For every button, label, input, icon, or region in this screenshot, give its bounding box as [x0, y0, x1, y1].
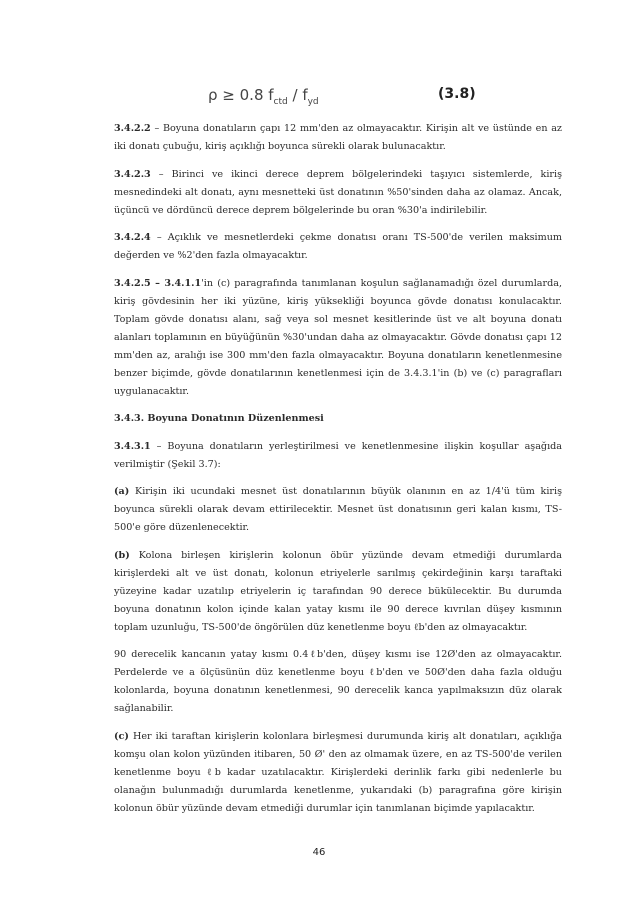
equation-expression: ρ ≥ 0.8 $f_{ctd} / f_{yd}$ [208, 86, 319, 107]
paragraph-3-4-2-5: 3.4.2.5 – 3.4.1.1'in (c) paragrafında tanımlanan koşulun sağlanamadığı özel durumlarda, kiriş gövdesinin her iki yüzüne, kiriş yüksekliği boyunca gövde donatısı konulacaktır. Toplam gövde donatısı alanı, sağ veya sol mesnet kesitlerinde üst ve alt boyuna donatı alanları toplamının en büyüğünün %30'undan daha az olmayacaktır. Gövde donatısı çapı 12 mm'den az, aralığı ise 300 mm'den fazla olmayacaktır. Boyuna donatıların kenetlenmesine benzer biçimde, gövde donatılarının kenetlenmesi için de 3.4.3.1'in (b) ve (c) paragrafları uygulanacaktır. [114, 277, 562, 397]
paragraph-a: (a) Kirişin iki ucundaki mesnet üst donatılarının büyük olanının en az 1/4'ü tüm kiriş boyunca sürekli olarak devam ettirilecektir. Mesnet üst donatısının geri kalan kısmı, TS-500'e göre düzenlenecektir. [114, 486, 562, 533]
paragraph-3-4-2-2: 3.4.2.2 – Boyuna donatıların çapı 12 mm'den az olmayacaktır. Kirişin alt ve üstünde en az iki donatı çubuğu, kiriş açıklığı boyunca sürekli olarak bulunacaktır. [114, 123, 562, 152]
document-body [114, 120, 562, 827]
page-number: 46 [312, 847, 326, 858]
equation [0, 82, 638, 112]
paragraph-3-4-3-1: 3.4.3.1 – Boyuna donatıların yerleştirilmesi ve kenetlenmesine ilişkin koşullar aşağıda verilmiştir (Şekil 3.7): [114, 440, 562, 470]
paragraph-3-4-2-3: 3.4.2.3 – Birinci ve ikinci derece deprem bölgelerindeki taşıyıcı sistemlerde, kiriş mesnedindeki alt donatı, aynı mesnetteki üst donatının %50'sinden daha az olamaz. Ancak, üçüncü ve dördüncü derece deprem bölgelerinde bu oran %30'a indirilebilir. [114, 168, 562, 216]
paragraph-c: (c) Her iki taraftan kirişlerin kolonlara birleşmesi durumunda kiriş alt donatıları, açıklığa komşu olan kolon yüzünden itibaren, 50 Ø' den az olmamak üzere, en az TS-500'de verilen kenetlenme boyu ℓb kadar uzatılacaktır. Kirişlerdeki derinlik farkı gibi nedenlerle bu olanağın bulunmadığı durumlarda kenetlenme, yukarıdaki (b) paragrafına göre kirişin kolonun öbür yüzünde devam etmediği durumlar için tanımlanan biçimde yapılacaktır. [114, 730, 562, 814]
equation-number: (3.8) [438, 86, 476, 102]
section-heading: 3.4.3. Boyuna Donatının Düzenlenmesi [114, 413, 324, 424]
paragraph-b: (b) Kolona birleşen kirişlerin kolonun öbür yüzünde devam etmediği durumlarda kirişlerdeki alt ve üst donatı, kolonun etriyelerle sarılmış çekirdeğinin karşı taraftaki yüzeyine kadar uzatılıp etriyelerin iç tarafından 90 derece bükülecektir. Bu durumda boyuna donatının kolon içinde kalan yatay kısmı ile 90 derece kıvrılan düşey kısmının toplam uzunluğu, TS-500'de öngörülen düz kenetlenme boyu ℓb'den az olmayacaktır. [114, 549, 562, 633]
paragraph-3-4-2-4: 3.4.2.4 – Açıklık ve mesnetlerdeki çekme donatısı oranı TS-500'de verilen maksimum değerden ve %2'den fazla olmayacaktır. [114, 232, 562, 261]
paragraph-hook: 90 derecelik kancanın yatay kısmı 0.4ℓb'den, düşey kısmı ise 12Ø'den az olmayacaktır. Perdelerde ve a ölçüsünün düz kenetlenme boyu ℓb'den ve 50Ø'den daha fazla olduğu kolonlarda, boyuna donatının kenetlenmesi, 90 derecelik kanca yapılmaksızın düz olarak sağlanabilir. [114, 649, 562, 714]
